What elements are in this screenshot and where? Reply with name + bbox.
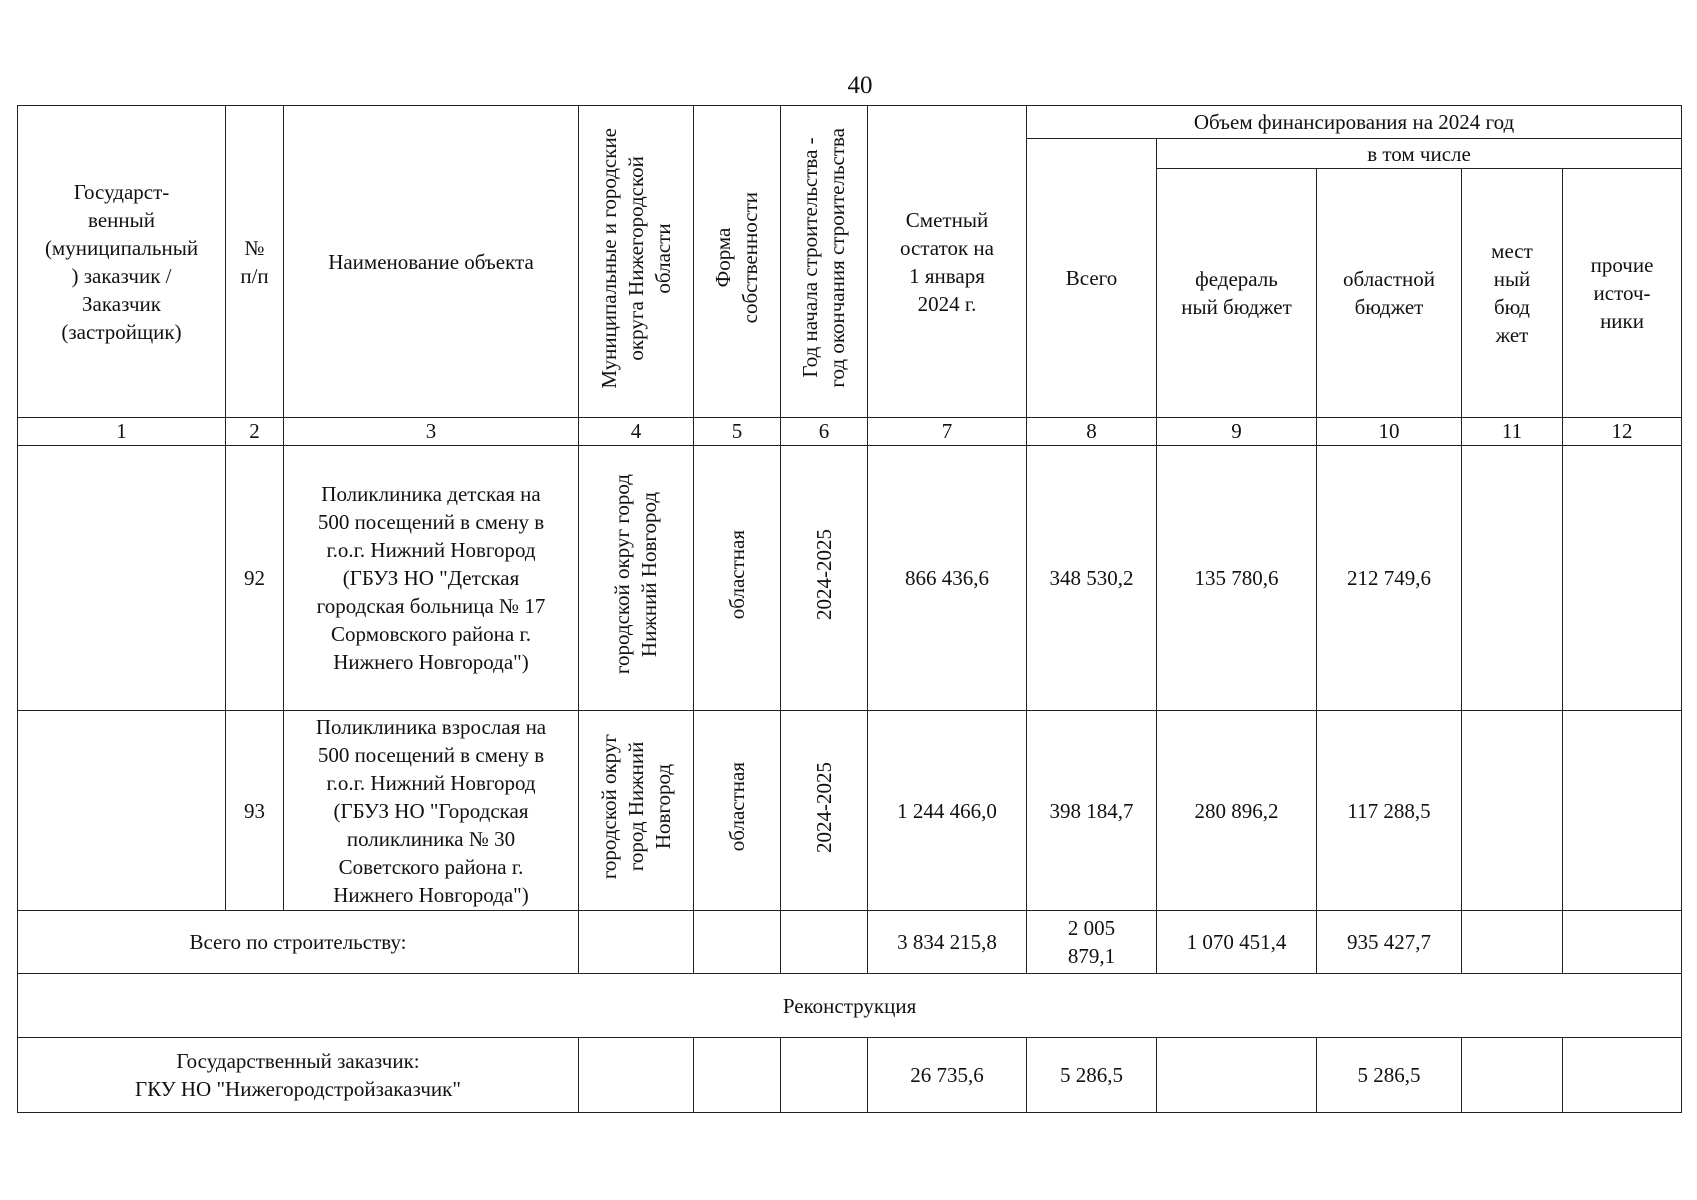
header-ownership-text: Форма собственности	[711, 192, 762, 324]
column-number: 1	[18, 418, 226, 446]
header-row-1	[18, 106, 1682, 139]
empty-cell	[1563, 911, 1682, 974]
column-number: 8	[1027, 418, 1157, 446]
column-number: 4	[579, 418, 694, 446]
row-municipal-text: городской округ город Нижний Новгород	[610, 474, 661, 675]
header-customer: Государст- венный (муниципальный ) заказчик / Заказчик (застройщик)	[18, 106, 226, 418]
row-object-name: Поликлиника взрослая на 500 посещений в смену в г.о.г. Нижний Новгород (ГБУЗ НО "Городская поликлиника № 30 Советского района г. Нижнего Новгорода")	[284, 711, 579, 911]
row-federal: 135 780,6	[1157, 446, 1317, 711]
construction-total-row	[18, 911, 1682, 974]
column-number: 5	[694, 418, 781, 446]
section-row	[18, 974, 1682, 1038]
column-number: 12	[1563, 418, 1682, 446]
column-number: 2	[226, 418, 284, 446]
row-years	[781, 446, 868, 711]
row-estimate: 866 436,6	[868, 446, 1027, 711]
empty-cell	[1462, 1038, 1563, 1113]
table-row	[18, 711, 1682, 911]
empty-cell	[1462, 911, 1563, 974]
header-municipal	[579, 106, 694, 418]
row-customer-cell	[18, 711, 226, 911]
empty-cell	[694, 911, 781, 974]
header-regional: областной бюджет	[1317, 169, 1462, 418]
section-reconstruction: Реконструкция	[18, 974, 1682, 1038]
header-other: прочие источ- ники	[1563, 169, 1682, 418]
empty-cell	[579, 1038, 694, 1113]
row-estimate: 1 244 466,0	[868, 711, 1027, 911]
row-total: 348 530,2	[1027, 446, 1157, 711]
row-municipal-text: городской округ город Нижний Новгород	[596, 734, 675, 880]
header-years	[781, 106, 868, 418]
financing-table	[17, 105, 1682, 1113]
column-number: 7	[868, 418, 1027, 446]
construction-total-estimate: 3 834 215,8	[868, 911, 1027, 974]
header-estimate: Сметный остаток на 1 января 2024 г.	[868, 106, 1027, 418]
column-numbers-row	[18, 418, 1682, 446]
header-total: Всего	[1027, 139, 1157, 418]
empty-cell	[694, 1038, 781, 1113]
row-local	[1462, 711, 1563, 911]
column-number: 10	[1317, 418, 1462, 446]
customer-total: 5 286,5	[1027, 1038, 1157, 1113]
row-number: 92	[226, 446, 284, 711]
header-years-text: Год начала строительства - год окончания строительства	[798, 128, 849, 388]
row-object-name: Поликлиника детская на 500 посещений в смену в г.о.г. Нижний Новгород (ГБУЗ НО "Детская городская больница № 17 Сормовского района г. Нижнего Новгорода")	[284, 446, 579, 711]
empty-cell	[781, 1038, 868, 1113]
construction-total-federal: 1 070 451,4	[1157, 911, 1317, 974]
header-federal: федераль ный бюджет	[1157, 169, 1317, 418]
row-local	[1462, 446, 1563, 711]
empty-cell	[1563, 1038, 1682, 1113]
column-number: 11	[1462, 418, 1563, 446]
header-ownership	[694, 106, 781, 418]
customer-regional: 5 286,5	[1317, 1038, 1462, 1113]
table-row	[18, 446, 1682, 711]
row-regional: 117 288,5	[1317, 711, 1462, 911]
customer-row	[18, 1038, 1682, 1113]
customer-label: Государственный заказчик: ГКУ НО "Нижегородстройзаказчик"	[18, 1038, 579, 1113]
column-number: 6	[781, 418, 868, 446]
header-including: в том числе	[1157, 139, 1682, 169]
row-other	[1563, 711, 1682, 911]
row-years-text: 2024-2025	[811, 529, 836, 620]
row-total: 398 184,7	[1027, 711, 1157, 911]
page-number: 40	[847, 72, 873, 99]
row-years-text: 2024-2025	[811, 761, 836, 853]
row-regional: 212 749,6	[1317, 446, 1462, 711]
row-customer-cell	[18, 446, 226, 711]
header-local: мест ный бюд жет	[1462, 169, 1563, 418]
column-number: 3	[284, 418, 579, 446]
row-ownership	[694, 446, 781, 711]
row-ownership-text: областная	[724, 529, 749, 620]
row-ownership	[694, 711, 781, 911]
column-number: 9	[1157, 418, 1317, 446]
row-ownership-text: областная	[724, 762, 749, 852]
row-federal: 280 896,2	[1157, 711, 1317, 911]
header-funding: Объем финансирования на 2024 год	[1027, 106, 1682, 139]
construction-total-regional: 935 427,7	[1317, 911, 1462, 974]
row-years	[781, 711, 868, 911]
empty-cell	[781, 911, 868, 974]
construction-total-label: Всего по строительству:	[18, 911, 579, 974]
row-number: 93	[226, 711, 284, 911]
customer-estimate: 26 735,6	[868, 1038, 1027, 1113]
row-municipal	[579, 446, 694, 711]
header-object-name: Наименование объекта	[284, 106, 579, 418]
construction-total-all: 2 005 879,1	[1027, 911, 1157, 974]
row-other	[1563, 446, 1682, 711]
empty-cell	[579, 911, 694, 974]
customer-federal	[1157, 1038, 1317, 1113]
header-municipal-text: Муниципальные и городские округа Нижегородской области	[596, 127, 675, 389]
row-municipal	[579, 711, 694, 911]
header-number: № п/п	[226, 106, 284, 418]
